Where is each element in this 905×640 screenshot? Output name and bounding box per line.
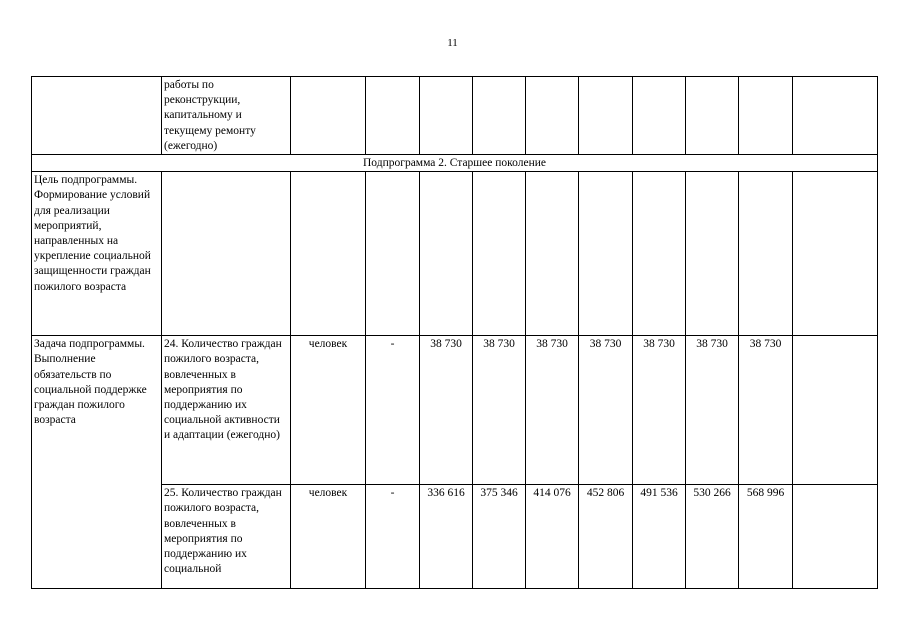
value-cell: 38 730 <box>579 336 633 485</box>
unit-cell: человек <box>291 336 366 485</box>
table-cell <box>793 336 878 485</box>
unit-cell: человек <box>291 485 366 589</box>
table-cell <box>579 172 633 336</box>
base-value-cell: - <box>366 485 420 589</box>
table-cell <box>793 485 878 589</box>
table-cell <box>366 77 420 155</box>
table-cell <box>32 77 162 155</box>
table-cell <box>793 77 878 155</box>
table-cell <box>686 77 739 155</box>
page-number: 11 <box>447 37 458 49</box>
indicator-cell: 24. Количество граждан пожилого возраста, вовлеченных в мероприятия по поддержанию их социальной активности и адаптации (ежегодно) <box>162 336 291 485</box>
goal-cell: Цель подпрограммы. Формирование условий для реализации мероприятий, направленных на укрепление социальной защищенности граждан пожилого возраста <box>32 172 162 336</box>
indicators-table <box>31 76 878 589</box>
table-cell <box>366 172 420 336</box>
indicator-cell: работы по реконструкции, капитальному и текущему ремонту (ежегодно) <box>162 77 291 155</box>
value-cell: 568 996 <box>739 485 793 589</box>
value-cell: 38 730 <box>633 336 686 485</box>
value-cell: 38 730 <box>420 336 473 485</box>
table-cell <box>633 172 686 336</box>
table-cell <box>793 172 878 336</box>
value-cell: 38 730 <box>526 336 579 485</box>
value-cell: 530 266 <box>686 485 739 589</box>
value-cell: 491 536 <box>633 485 686 589</box>
table-cell <box>291 172 366 336</box>
indicator-cell: 25. Количество граждан пожилого возраста, вовлеченных в мероприятия по поддержанию их социальной <box>162 485 291 589</box>
value-cell: 38 730 <box>686 336 739 485</box>
table-cell <box>162 172 291 336</box>
table-row <box>32 77 878 155</box>
table-cell <box>420 172 473 336</box>
table-cell <box>739 172 793 336</box>
table-cell <box>739 77 793 155</box>
section-row <box>32 155 878 172</box>
table-cell <box>526 77 579 155</box>
value-cell: 414 076 <box>526 485 579 589</box>
table-row <box>32 172 878 336</box>
table-cell <box>291 77 366 155</box>
table-row <box>32 336 878 485</box>
table-cell <box>473 77 526 155</box>
table-cell <box>579 77 633 155</box>
base-value-cell: - <box>366 336 420 485</box>
task-cell: Задача подпрограммы. Выполнение обязательств по социальной поддержке граждан пожилого возраста <box>32 336 162 589</box>
value-cell: 452 806 <box>579 485 633 589</box>
table-cell <box>526 172 579 336</box>
value-cell: 336 616 <box>420 485 473 589</box>
value-cell: 375 346 <box>473 485 526 589</box>
table-cell <box>633 77 686 155</box>
table-cell <box>473 172 526 336</box>
table-cell <box>420 77 473 155</box>
value-cell: 38 730 <box>473 336 526 485</box>
section-title: Подпрограмма 2. Старшее поколение <box>32 155 878 172</box>
table-cell <box>686 172 739 336</box>
value-cell: 38 730 <box>739 336 793 485</box>
